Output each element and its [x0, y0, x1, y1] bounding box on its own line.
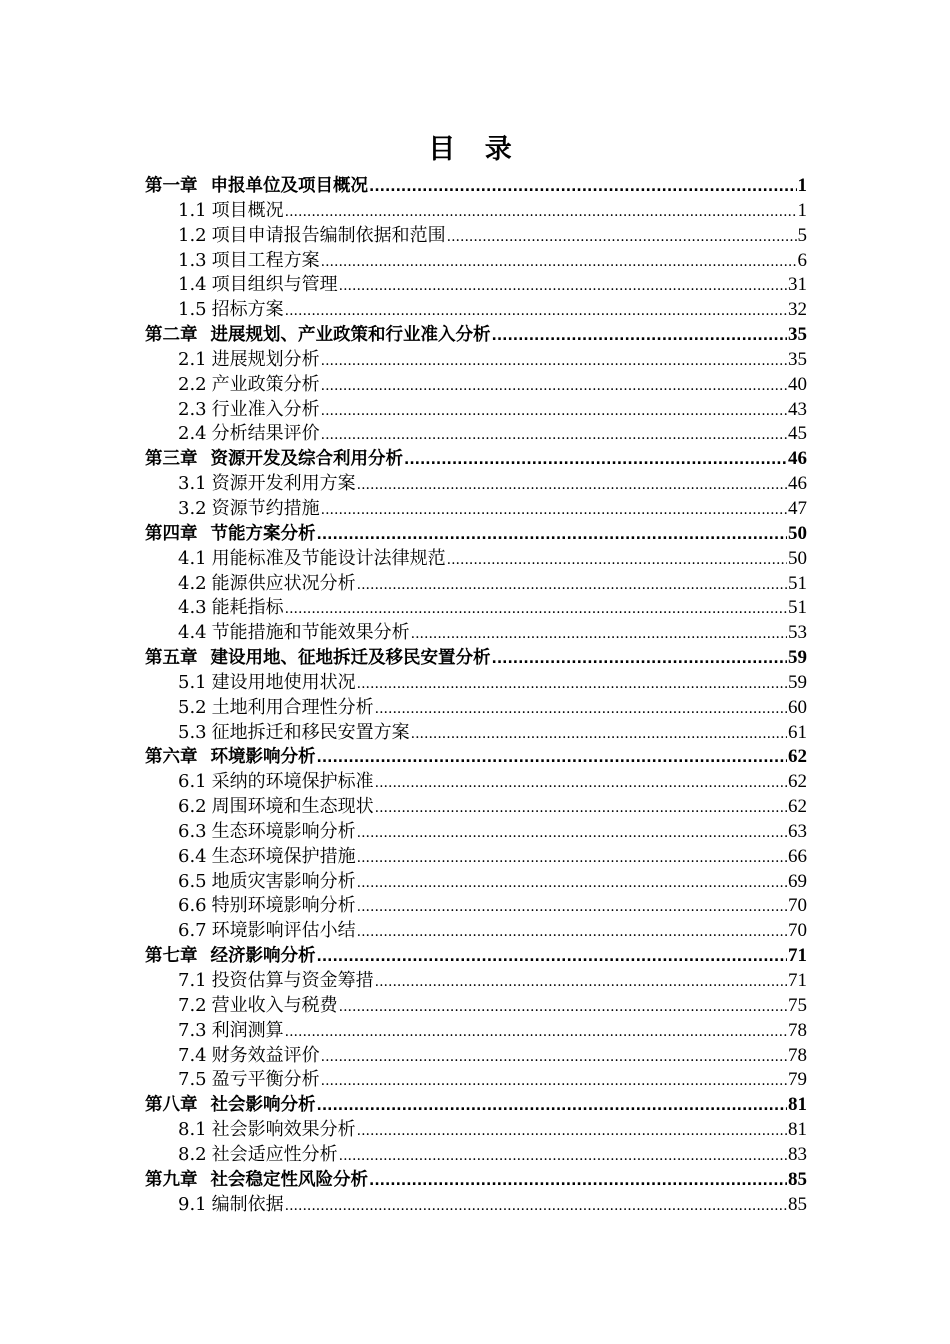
toc-entry-title: [178, 1019, 284, 1044]
toc-page-number: 1: [797, 175, 807, 196]
toc-page-number: 63: [788, 820, 807, 842]
toc-entry-label: 环境影响评估小结: [211, 920, 356, 942]
toc-section-entry[interactable]: [145, 1118, 807, 1143]
toc-page-number: 75: [788, 994, 807, 1016]
toc-entry-title: [178, 696, 374, 721]
toc-section-entry[interactable]: [145, 224, 807, 249]
toc-entry-label: 盈亏平衡分析: [211, 1069, 320, 1091]
toc-section-entry[interactable]: [145, 721, 807, 746]
toc-entry-number: 6.3: [178, 820, 207, 842]
toc-chapter-entry[interactable]: [145, 447, 807, 472]
toc-entry-number: 1.3: [178, 249, 207, 271]
toc-entry-title: [145, 1093, 316, 1118]
toc-dot-leader: [375, 970, 787, 994]
toc-entry-label: 征地拆迁和移民安置方案: [211, 721, 410, 743]
toc-page-number: 85: [788, 1168, 807, 1190]
toc-entry-title: [178, 994, 338, 1019]
toc-dot-leader: [339, 274, 787, 298]
toc-entry-number: 2.4: [178, 423, 207, 445]
toc-entry-title: [178, 1068, 320, 1093]
toc-entry-label: 资源开发及综合利用分析: [210, 449, 403, 470]
toc-dot-leader: [321, 399, 787, 423]
toc-entry-title: [178, 721, 410, 746]
toc-entry-title: [178, 497, 320, 522]
toc-entry-title: [145, 1168, 368, 1193]
toc-entry-title: [145, 447, 403, 472]
toc-entry-number: 1.2: [178, 224, 207, 246]
toc-entry-number: 第二章: [145, 325, 198, 346]
toc-entry-label: 生态环境影响分析: [211, 820, 356, 842]
toc-entry-number: 7.5: [178, 1069, 207, 1091]
toc-dot-leader: [375, 771, 787, 795]
toc-entry-label: 项目申请报告编制依据和范围: [211, 224, 446, 246]
toc-section-entry[interactable]: [145, 1019, 807, 1044]
toc-page-number: 60: [788, 696, 807, 718]
toc-entry-number: 2.3: [178, 398, 207, 420]
toc-entry-number: 8.1: [178, 1119, 207, 1141]
toc-dot-leader: [317, 945, 788, 969]
toc-page-number: 66: [788, 845, 807, 867]
toc-dot-leader: [321, 423, 787, 447]
toc-dot-leader: [285, 597, 787, 621]
toc-chapter-entry[interactable]: [145, 174, 807, 199]
toc-entry-number: 第三章: [145, 449, 198, 470]
toc-chapter-entry[interactable]: [145, 522, 807, 547]
toc-dot-leader: [492, 647, 788, 671]
toc-entry-number: 6.1: [178, 771, 207, 793]
toc-dot-leader: [357, 821, 787, 845]
toc-entry-label: 周围环境和生态现状: [211, 796, 374, 818]
toc-page-number: 59: [788, 671, 807, 693]
toc-page-number: 59: [788, 647, 807, 669]
toc-entry-title: [178, 348, 320, 373]
toc-page-number: 61: [788, 721, 807, 743]
toc-section-entry[interactable]: [145, 870, 807, 895]
toc-entry-label: 项目工程方案: [211, 249, 320, 271]
toc-entry-number: 4.4: [178, 622, 207, 644]
toc-page-number: 62: [788, 771, 807, 793]
toc-entry-label: 地质灾害影响分析: [211, 870, 356, 892]
toc-page-number: 43: [788, 398, 807, 420]
toc-page-number: 31: [788, 274, 807, 296]
toc-dot-leader: [404, 448, 787, 472]
toc-dot-leader: [321, 1069, 787, 1093]
toc-entry-number: 5.2: [178, 696, 207, 718]
toc-dot-leader: [339, 995, 787, 1019]
toc-entry-title: [178, 422, 320, 447]
toc-dot-leader: [357, 672, 787, 696]
toc-entry-label: 招标方案: [211, 299, 284, 321]
toc-section-entry[interactable]: [145, 249, 807, 274]
toc-dot-leader: [357, 895, 787, 919]
toc-entry-title: [178, 919, 356, 944]
toc-entry-label: 申报单位及项目概况: [210, 176, 368, 196]
toc-section-entry[interactable]: [145, 1193, 807, 1218]
toc-dot-leader: [411, 722, 787, 746]
toc-section-entry[interactable]: [145, 795, 807, 820]
toc-section-entry[interactable]: [145, 671, 807, 696]
toc-entry-number: 6.6: [178, 895, 207, 917]
toc-section-entry[interactable]: [145, 894, 807, 919]
toc-dot-leader: [357, 846, 787, 870]
toc-entry-number: 第一章: [145, 176, 198, 196]
toc-page-number: 51: [788, 597, 807, 619]
toc-section-entry[interactable]: [145, 696, 807, 721]
toc-page-number: 5: [797, 224, 807, 246]
toc-chapter-entry[interactable]: [145, 1093, 807, 1118]
toc-chapter-entry[interactable]: [145, 944, 807, 969]
toc-dot-leader: [375, 697, 787, 721]
toc-page-number: 83: [788, 1143, 807, 1165]
toc-entry-title: [145, 944, 316, 969]
toc-dot-leader: [357, 871, 787, 895]
toc-section-entry[interactable]: [145, 621, 807, 646]
toc-page-number: 81: [788, 1119, 807, 1141]
toc-dot-leader: [317, 1094, 788, 1118]
toc-dot-leader: [369, 175, 797, 199]
toc-entry-title: [178, 770, 374, 795]
toc-page-number: 69: [788, 870, 807, 892]
toc-entry-number: 4.2: [178, 572, 207, 594]
toc-entry-label: 特别环境影响分析: [211, 895, 356, 917]
toc-entry-label: 财务效益评价: [211, 1044, 320, 1066]
toc-entry-number: 6.2: [178, 796, 207, 818]
toc-entry-number: 3.2: [178, 497, 207, 519]
toc-entry-title: [178, 894, 356, 919]
toc-entry-title: [178, 596, 284, 621]
toc-entry-title: [178, 969, 374, 994]
toc-entry-label: 节能方案分析: [210, 523, 316, 544]
toc-entry-title: [145, 745, 316, 770]
toc-page-number: 62: [788, 746, 807, 768]
toc-page-number: 62: [788, 796, 807, 818]
toc-page-number: 50: [788, 547, 807, 569]
toc-entry-title: [178, 298, 284, 323]
toc-entry-label: 分析结果评价: [211, 423, 320, 445]
toc-dot-leader: [321, 1045, 787, 1069]
toc-page-number: 46: [788, 473, 807, 495]
toc-dot-leader: [285, 200, 797, 224]
toc-entry-number: 第四章: [145, 523, 198, 544]
toc-page-number: 47: [788, 497, 807, 519]
toc-entry-number: 5.3: [178, 721, 207, 743]
toc-entry-label: 营业收入与税费: [211, 994, 338, 1016]
toc-page-number: 53: [788, 622, 807, 644]
toc-entry-label: 能耗指标: [211, 597, 284, 619]
toc-page-number: 70: [788, 895, 807, 917]
toc-entry-number: 7.2: [178, 994, 207, 1016]
toc-entry-label: 社会适应性分析: [211, 1143, 338, 1165]
toc-dot-leader: [285, 299, 787, 323]
toc-dot-leader: [285, 1194, 787, 1218]
toc-section-entry[interactable]: [145, 1044, 807, 1069]
toc-entry-title: [178, 1044, 320, 1069]
toc-entry-title: [145, 646, 491, 671]
toc-section-entry[interactable]: [145, 820, 807, 845]
toc-section-entry[interactable]: [145, 298, 807, 323]
toc-page-number: 70: [788, 920, 807, 942]
toc-section-entry[interactable]: [145, 422, 807, 447]
toc-dot-leader: [357, 1119, 787, 1143]
toc-entry-title: [178, 795, 374, 820]
toc-section-entry[interactable]: [145, 1143, 807, 1168]
toc-entry-title: [145, 174, 368, 199]
toc-entry-number: 6.7: [178, 920, 207, 942]
toc-entry-title: [178, 472, 356, 497]
toc-entry-number: 7.4: [178, 1044, 207, 1066]
toc-page-number: 6: [797, 249, 807, 271]
toc-entry-number: 第五章: [145, 648, 198, 669]
toc-page-number: 51: [788, 572, 807, 594]
toc-dot-leader: [375, 796, 787, 820]
toc-list: [145, 174, 807, 1217]
toc-entry-title: [178, 1118, 356, 1143]
toc-dot-leader: [321, 374, 787, 398]
toc-entry-label: 节能措施和节能效果分析: [211, 622, 410, 644]
toc-entry-label: 土地利用合理性分析: [211, 696, 374, 718]
toc-entry-number: 9.1: [178, 1193, 207, 1215]
toc-section-entry[interactable]: [145, 969, 807, 994]
toc-entry-label: 社会稳定性风险分析: [210, 1169, 368, 1190]
toc-entry-number: 2.1: [178, 348, 207, 370]
toc-page-number: 78: [788, 1019, 807, 1041]
toc-page-number: 46: [788, 448, 807, 470]
toc-entry-label: 经济影响分析: [210, 946, 316, 967]
toc-entry-label: 利润测算: [211, 1019, 284, 1041]
toc-title: 目 录: [428, 134, 522, 165]
toc-section-entry[interactable]: [145, 472, 807, 497]
toc-entry-title: [178, 1143, 338, 1168]
toc-entry-label: 社会影响效果分析: [211, 1119, 356, 1141]
toc-entry-number: 3.1: [178, 473, 207, 495]
toc-section-entry[interactable]: [145, 497, 807, 522]
toc-page-number: 35: [788, 324, 807, 346]
toc-entry-title: [178, 273, 338, 298]
toc-entry-number: 4.3: [178, 597, 207, 619]
toc-entry-title: [178, 224, 446, 249]
toc-dot-leader: [357, 920, 787, 944]
toc-entry-title: [178, 845, 356, 870]
toc-page-number: 35: [788, 348, 807, 370]
toc-entry-title: [178, 547, 446, 572]
toc-entry-label: 社会影响分析: [210, 1095, 316, 1116]
toc-dot-leader: [447, 225, 797, 249]
toc-section-entry[interactable]: [145, 398, 807, 423]
toc-entry-title: [178, 249, 320, 274]
toc-page-number: 71: [788, 945, 807, 967]
toc-section-entry[interactable]: [145, 348, 807, 373]
toc-entry-number: 1.5: [178, 299, 207, 321]
toc-entry-title: [178, 373, 320, 398]
toc-section-entry[interactable]: [145, 199, 807, 224]
toc-entry-label: 采纳的环境保护标准: [211, 771, 374, 793]
toc-entry-title: [178, 398, 320, 423]
toc-entry-label: 资源开发利用方案: [211, 473, 356, 495]
toc-entry-number: 1.1: [178, 199, 207, 221]
toc-entry-label: 进展规划、产业政策和行业准入分析: [210, 325, 491, 346]
toc-entry-label: 资源节约措施: [211, 497, 320, 519]
toc-section-entry[interactable]: [145, 1068, 807, 1093]
toc-entry-number: 1.4: [178, 274, 207, 296]
toc-entry-title: [178, 820, 356, 845]
toc-entry-label: 编制依据: [211, 1193, 284, 1215]
toc-page-number: 1: [797, 199, 807, 221]
toc-entry-number: 第六章: [145, 747, 198, 768]
toc-entry-label: 进展规划分析: [211, 348, 320, 370]
toc-section-entry[interactable]: [145, 273, 807, 298]
toc-entry-title: [178, 1193, 284, 1218]
toc-entry-label: 环境影响分析: [210, 747, 316, 768]
toc-section-entry[interactable]: [145, 596, 807, 621]
toc-entry-number: 第七章: [145, 946, 198, 967]
toc-entry-number: 第八章: [145, 1095, 198, 1116]
toc-dot-leader: [317, 746, 788, 770]
toc-dot-leader: [357, 573, 787, 597]
toc-section-entry[interactable]: [145, 547, 807, 572]
toc-entry-title: [178, 671, 356, 696]
toc-entry-number: 6.4: [178, 845, 207, 867]
toc-entry-number: 5.1: [178, 671, 207, 693]
toc-dot-leader: [369, 1169, 787, 1193]
toc-entry-title: [145, 522, 316, 547]
toc-chapter-entry[interactable]: [145, 745, 807, 770]
toc-dot-leader: [411, 622, 787, 646]
toc-entry-number: 7.1: [178, 970, 207, 991]
toc-page-number: 71: [788, 970, 807, 991]
toc-chapter-entry[interactable]: [145, 1168, 807, 1193]
toc-entry-title: [178, 870, 356, 895]
toc-page-number: 85: [788, 1193, 807, 1215]
toc-entry-label: 生态环境保护措施: [211, 845, 356, 867]
toc-entry-title: [145, 323, 491, 348]
toc-entry-label: 投资估算与资金筹措: [211, 970, 374, 991]
toc-section-entry[interactable]: [145, 994, 807, 1019]
toc-dot-leader: [321, 498, 787, 522]
toc-entry-number: 第九章: [145, 1169, 198, 1190]
toc-entry-label: 用能标准及节能设计法律规范: [211, 547, 446, 569]
toc-section-entry[interactable]: [145, 770, 807, 795]
toc-dot-leader: [285, 1020, 787, 1044]
toc-entry-number: 6.5: [178, 870, 207, 892]
toc-page-number: 45: [788, 423, 807, 445]
toc-entry-number: 4.1: [178, 547, 207, 569]
toc-entry-title: [178, 572, 356, 597]
toc-entry-label: 建设用地、征地拆迁及移民安置分析: [210, 648, 491, 669]
toc-section-entry[interactable]: [145, 845, 807, 870]
toc-section-entry[interactable]: [145, 919, 807, 944]
toc-section-entry[interactable]: [145, 373, 807, 398]
toc-chapter-entry[interactable]: [145, 323, 807, 348]
toc-entry-label: 能源供应状况分析: [211, 572, 356, 594]
toc-dot-leader: [321, 250, 797, 274]
toc-page-number: 50: [788, 522, 807, 544]
toc-entry-label: 项目概况: [211, 199, 284, 221]
toc-dot-leader: [447, 548, 787, 572]
toc-entry-number: 7.3: [178, 1019, 207, 1041]
toc-entry-label: 项目组织与管理: [211, 274, 338, 296]
toc-entry-label: 产业政策分析: [211, 373, 320, 395]
toc-entry-label: 建设用地使用状况: [211, 671, 356, 693]
toc-entry-number: 8.2: [178, 1143, 207, 1165]
toc-page-number: 81: [788, 1094, 807, 1116]
toc-entry-title: [178, 621, 410, 646]
toc-dot-leader: [492, 324, 788, 348]
toc-section-entry[interactable]: [145, 572, 807, 597]
toc-page-number: 78: [788, 1044, 807, 1066]
toc-chapter-entry[interactable]: [145, 646, 807, 671]
toc-dot-leader: [339, 1144, 787, 1168]
toc-entry-title: [178, 199, 284, 224]
toc-dot-leader: [317, 523, 788, 547]
toc-dot-leader: [321, 349, 787, 373]
toc-entry-number: 2.2: [178, 373, 207, 395]
toc-dot-leader: [357, 473, 787, 497]
toc-page-number: 79: [788, 1069, 807, 1091]
toc-page-number: 40: [788, 373, 807, 395]
toc-page-number: 32: [788, 299, 807, 321]
toc-entry-label: 行业准入分析: [211, 398, 320, 420]
